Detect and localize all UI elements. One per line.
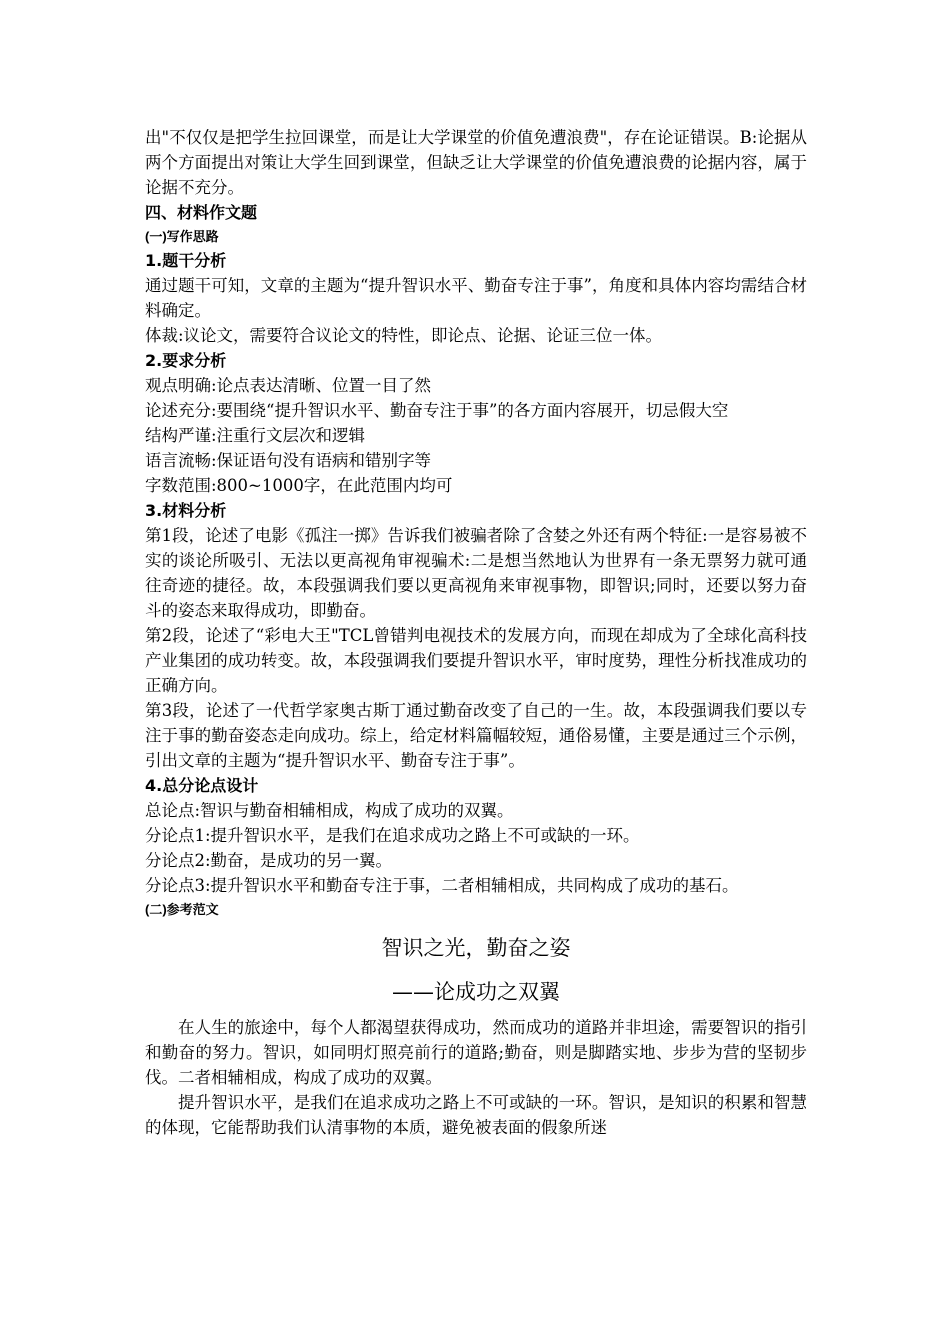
paragraph: 分论点3:提升智识水平和勤奋专注于事，二者相辅相成，共同构成了成功的基石。	[145, 876, 739, 895]
paragraph: 体裁:议论文，需要符合议论文的特性，即论点、论据、论证三位一体。	[145, 326, 663, 345]
paragraph: 结构严谨:注重行文层次和逻辑	[145, 426, 366, 445]
document-body	[145, 125, 807, 1140]
paragraph: 第1段，论述了电影《孤注一掷》告诉我们被骗者除了含婪之外还有两个特征:一是容易被不实的谈论所吸引、无法以更高视角审视骗术:二是想当然地认为世界有一条无票努力就可通往奇迹的捷径。故，本段强调我们要以更高视角来审视事物，即智识;同时，还要以努力奋斗的姿态来取得成功，即勤奋。	[145, 526, 807, 620]
numbered-heading: 1.题干分析	[145, 251, 227, 270]
paragraph: 论述充分:要围绕“提升智识水平、勤奋专注于事”的各方面内容展开，切忌假大空	[145, 401, 729, 420]
paragraph: 总论点:智识与勤奋相辅相成，构成了成功的双翼。	[145, 801, 514, 820]
section-heading: 四、材料作文题	[145, 203, 258, 222]
numbered-heading: 3.材料分析	[145, 501, 227, 520]
subsection-heading: (一)写作思路	[145, 229, 219, 244]
essay-paragraph: 在人生的旅途中，每个人都渴望获得成功，然而成功的道路并非坦途，需要智识的指引和勤奋的努力。智识，如同明灯照亮前行的道路;勤奋，则是脚踏实地、步步为营的坚韧步伐。二者相辅相成，构成了成功的双翼。	[145, 1018, 807, 1087]
numbered-heading: 4.总分论点设计	[145, 776, 259, 795]
essay-subtitle: ——论成功之双翼	[392, 980, 560, 1004]
subsection-heading: (二)参考范文	[145, 902, 219, 917]
paragraph: 分论点1:提升智识水平，是我们在追求成功之路上不可或缺的一环。	[145, 826, 640, 845]
paragraph: 字数范围:800~1000字，在此范围内均可	[145, 476, 453, 495]
paragraph: 分论点2:勤奋，是成功的另一翼。	[145, 851, 393, 870]
numbered-heading: 2.要求分析	[145, 351, 227, 370]
essay-paragraph: 提升智识水平，是我们在追求成功之路上不可或缺的一环。智识，是知识的积累和智慧的体现，它能帮助我们认清事物的本质，避免被表面的假象所迷	[145, 1093, 807, 1137]
paragraph-answer-continuation: 出"不仅仅是把学生拉回课堂，而是让大学课堂的价值免遭浪费"，存在论证错误。B:论据从两个方面提出对策让大学生回到课堂，但缺乏让大学课堂的价值免遭浪费的论据内容，属于论据不充分。	[145, 128, 807, 197]
paragraph: 通过题干可知，文章的主题为“提升智识水平、勤奋专注于事”，角度和具体内容均需结合材料确定。	[145, 276, 807, 320]
paragraph: 第3段，论述了一代哲学家奥古斯丁通过勤奋改变了自己的一生。故，本段强调我们要以专注于事的勤奋姿态走向成功。综上，给定材料篇幅较短，通俗易懂，主要是通过三个示例，引出文章的主题为“提升智识水平、勤奋专注于事”。	[145, 701, 807, 770]
essay-title: 智识之光，勤奋之姿	[381, 936, 571, 960]
paragraph: 观点明确:论点表达清晰、位置一目了然	[145, 376, 432, 395]
paragraph: 语言流畅:保证语句没有语病和错别字等	[145, 451, 432, 470]
paragraph: 第2段，论述了“彩电大王"TCL曾错判电视技术的发展方向，而现在却成为了全球化高科技产业集团的成功转变。故，本段强调我们要提升智识水平，审时度势，理性分析找准成功的正确方向。	[145, 626, 807, 695]
